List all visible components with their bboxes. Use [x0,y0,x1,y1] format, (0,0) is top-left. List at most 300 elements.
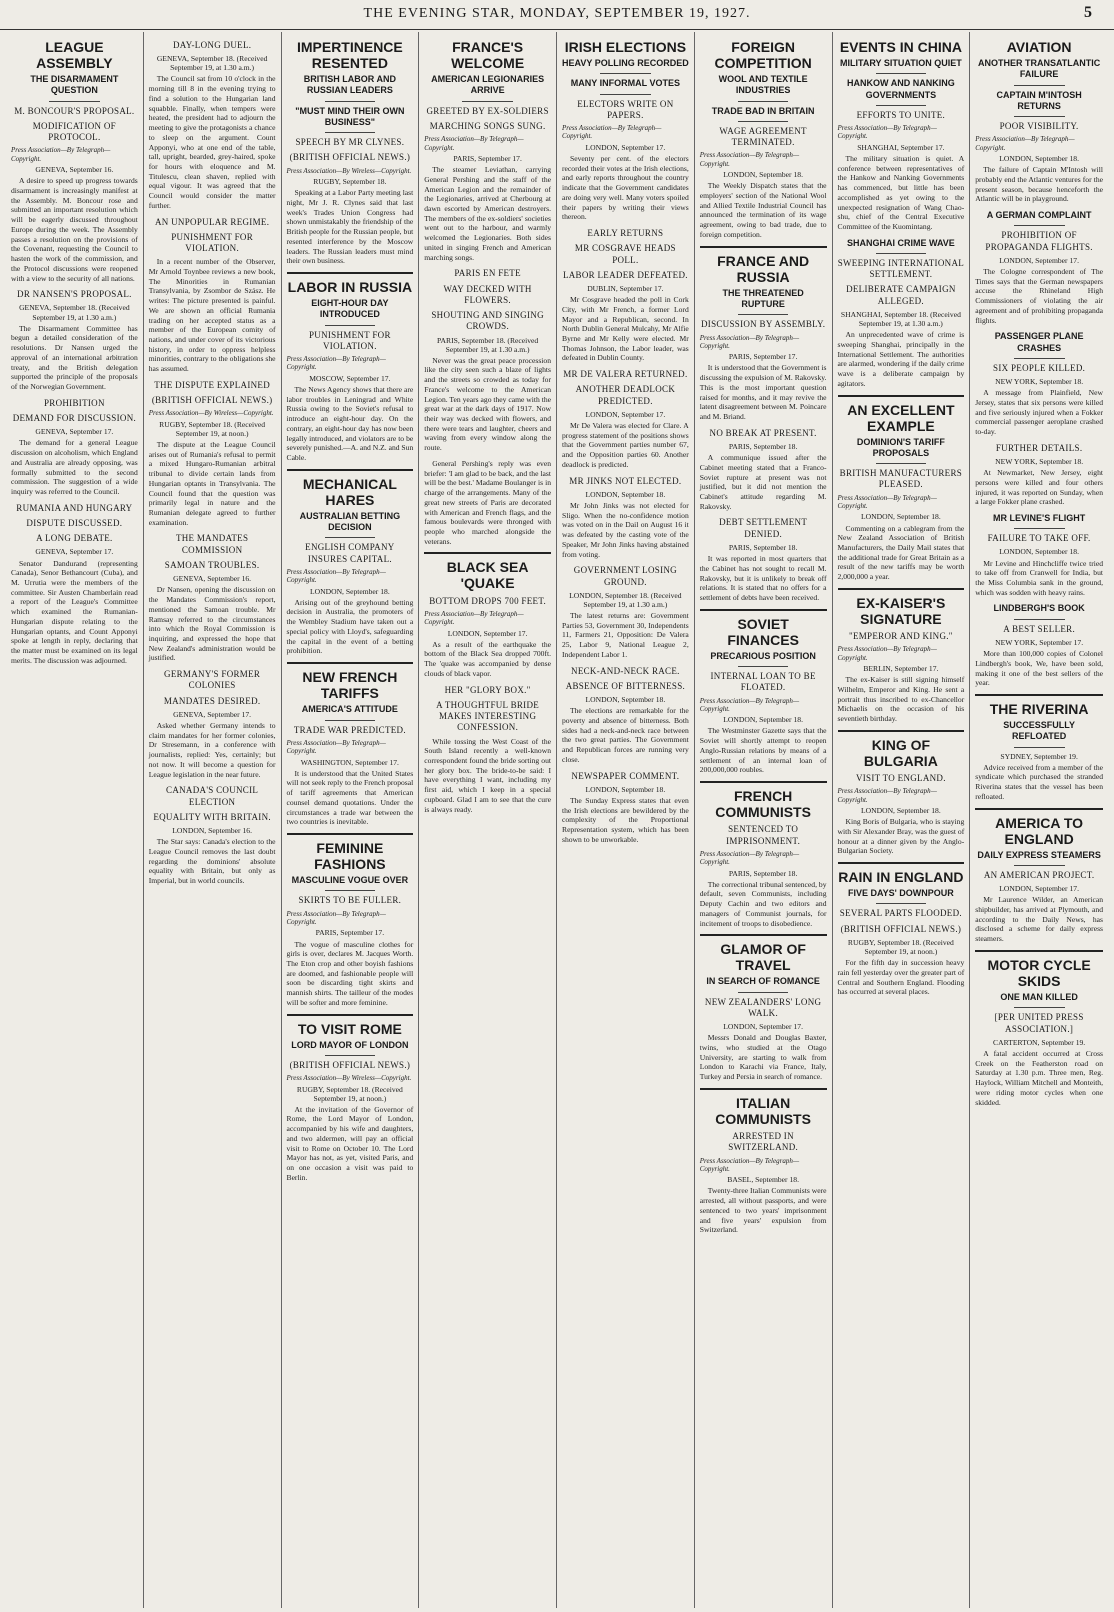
divider [738,992,789,993]
article-kicker: (BRITISH OFFICIAL NEWS.) [289,1059,411,1070]
article [700,1088,827,1235]
divider [876,73,927,74]
divider [876,463,927,464]
article-kicker: NO BREAK AT PRESENT. [709,427,817,438]
dateline: LONDON, September 17. [447,628,528,638]
section-divider [975,808,1103,810]
article-kicker: [PER UNITED PRESS ASSOCIATION.] [994,1012,1084,1034]
divider [325,537,376,538]
article-body: At Newmarket, New Jersey, eight persons were killed and four others injured, it was reported on Sunday, when a large Fokker plane crashed. [975,468,1103,507]
dateline: RUGBY, September 18. [313,177,387,187]
article-kicker: FAILURE TO TAKE OFF. [987,533,1091,544]
article-body: More than 100,000 copies of Colonel Lindbergh's book, We, have been sold, making it one of the best sellers of the year. [975,649,1103,688]
article-body: The Weekly Dispatch states that the employers' section of the National Wool and Allied Textile Industrial Council has announced the termination of its wage agreement, owing to bad trade, due to foreign competition. [699,181,827,239]
dateline: LONDON, September 17. [999,255,1079,265]
article [287,469,414,656]
article-body: A communique issued after the Cabinet meeting stated that a Franco-Soviet rupture at present was not justified, but it did not mention the Cabinet's attitude regarding M. Rakovsky. [699,453,827,511]
dateline: LONDON, September 16. [172,826,252,836]
dateline: SHANGHAI, September 18. (Received September 19, at 1.30 a.m.) [840,309,961,329]
column-2 [144,32,282,1608]
divider [49,101,100,102]
article-body: Arising out of the greyhound betting decision in Australia, the promoters of the Wembley Stadium have taken out a special policy with Lloyd's, safeguarding the capital in the event of a betting prohibition. [286,597,414,656]
divider [738,314,789,315]
article [424,459,551,546]
article [149,380,276,528]
dateline: LONDON, September 18. [723,715,803,725]
article-body: The Sunday Express states that even the Irish elections are bewildered by the complexity of the Proportional Representation system, which has been shown to be unworkable. [562,795,689,844]
dateline: PARIS, September 17. [728,352,798,362]
dateline: PARIS, September 18. (Received September 19, at 1.30 a.m.) [437,335,539,354]
article [838,862,965,997]
divider [1014,85,1065,86]
article-kicker: GOVERNMENT LOSING GROUND. [573,565,677,587]
section-divider [838,588,965,590]
dateline: RUGBY, September 18. (Received September 19, at noon.) [296,1084,403,1103]
article-body: Mr Laurence Wilder, an American shipbuilder, has arrived at Plymouth, and according to the Daily News, has disclosed a scheme for daily express steamers. [975,895,1103,944]
article-subhead: HEAVY POLLING RECORDED [562,58,689,69]
article-subhead: WOOL AND TEXTILE INDUSTRIES [718,74,808,96]
article-subhead: MILITARY SITUATION QUIET [840,58,962,69]
section-divider [287,833,414,835]
press-credit: Press Association—By Telegraph—Copyright. [286,567,386,585]
article [975,513,1103,597]
article-subhead: HANKOW AND NANKING GOVERNMENTS [847,78,955,100]
divider [738,101,789,102]
article-body: The latest returns are: Government Parties 53, Government 30, Independents 11, Farmers 21, Opposition: De Valera 25, Labor 9, National League 2, Independent Labor 1. [562,611,689,659]
dateline: CARTERTON, September 19. [993,1037,1086,1047]
press-credit: Press Association—By Telegraph—Copyright. [837,787,937,804]
article-body: Mr John Jinks was not elected for Sligo. When the no-confidence motion was voted on in the Dail on August 16 it was defeated by the casting vote of the Speaker, Mr John Jinks having abstained from voting. [562,500,689,559]
divider [1014,747,1065,748]
divider [462,101,513,102]
article-kicker: M. BONCOUR'S PROPOSAL. [14,105,135,116]
dateline: NEW YORK, September 18. [995,456,1084,466]
article [287,662,414,827]
divider [325,325,376,326]
article-subhead: LINDBERGH'S BOOK [993,603,1085,614]
article-kicker: "EMPEROR AND KING." [848,631,953,642]
article-body: The elections are remarkable for the poverty and absence of bitterness. Both sides had a neck-and-neck race between the two great parties. The Government and Republican forces are running very close. [562,706,689,764]
article-subhead: IN SEARCH OF ROMANCE [706,976,820,987]
article [975,331,1103,436]
article-body: Twenty-three Italian Communists were arrested, all without passports, and were sentenced to two years' imprisonment and five years' expulsion from Switzerland. [699,1186,827,1235]
article-subhead: AMERICA'S ATTITUDE [301,704,398,715]
article-kicker: RUMANIA AND HUNGARY [16,502,133,513]
article-kicker: INTERNAL LOAN TO BE FLOATED. [710,671,816,693]
article-subhead: A GERMAN COMPLAINT [986,210,1092,221]
article-kicker: SPEECH BY MR CLYNES. [295,137,405,148]
dateline: RUGBY, September 18. (Received September 19, at noon.) [159,419,266,438]
article [424,685,551,815]
article-kicker: HER "GLORY BOX." [444,684,531,695]
section-divider [700,781,827,783]
article-subhead: MANY INFORMAL VOTES [570,78,680,89]
article-subhead: MR LEVINE'S FLIGHT [993,512,1086,523]
dateline: PARIS, September 18. [728,542,798,552]
dateline: LONDON, September 18. [999,547,1079,557]
dateline: GENEVA, September 18. (Received September 19, at 1.30 a.m.) [19,303,130,322]
article-body: It was reported in most quarters that the Cabinet has not sought to recall M. Rakovsky, but it is unlikely to break off relations. It is stated that no offers for a settlement of debts have been received. [699,554,827,602]
divider [1014,116,1065,117]
article-headline: EVENTS IN CHINA [839,39,962,55]
divider [876,253,927,254]
article-kicker: A LONG DEBATE. [36,533,113,544]
article [700,934,827,1082]
press-credit: Press Association—By Wireless—Copyright. [286,166,412,175]
column-8 [970,32,1108,1608]
article-kicker: NEW ZEALANDERS' LONG WALK. [704,996,822,1018]
article-subhead: MASCULINE VOGUE OVER [291,875,409,886]
article [975,210,1103,325]
section-divider [975,950,1103,952]
article-headline: BLACK SEA 'QUAKE [446,559,529,592]
dateline: LONDON, September 18. [310,586,390,596]
article-kicker: CANADA'S COUNCIL ELECTION [166,785,259,807]
column-4 [419,32,557,1608]
article [287,272,414,463]
article-headline: RAIN IN ENGLAND [838,869,964,886]
article-body: It is understood that the Government is discussing the expulsion of M. Rakovsky. This is the most important question raised for months, and it may revive the latent disagreement between M. Poincare and M. Briand. [699,363,827,422]
dateline: RUGBY, September 18. (Received September 19, at noon.) [847,937,954,956]
article [700,517,827,602]
newspaper-columns [6,32,1108,1608]
article-kicker: PUNISHMENT FOR VIOLATION. [171,231,254,254]
article [424,268,551,453]
press-credit: Press Association—By Wireless—Copyright. [286,1074,412,1083]
section-divider [700,1088,827,1090]
dateline: PARIS, September 17. [315,928,385,938]
article [149,40,276,211]
article-kicker: PUNISHMENT FOR VIOLATION. [308,329,391,351]
article-kicker: MARCHING SONGS SUNG. [429,120,546,131]
article-body: Mr De Valera was elected for Clare. A progress statement of the positions shows that the Government parties number 67, and the Opposition parties 60. Another deadlock is predicted. [562,421,689,469]
article [149,533,276,663]
article [149,217,276,374]
article-subhead: DOMINION'S TARIFF PROPOSALS [856,436,945,458]
article [975,808,1103,944]
article-kicker: MANDATES DESIRED. [163,695,261,706]
press-credit: Press Association—By Telegraph—Copyright. [699,151,800,168]
section-divider [287,272,414,274]
divider [325,1055,376,1056]
article [975,443,1103,507]
dateline: LONDON, September 17. [999,884,1079,894]
article [424,552,551,678]
article-kicker: SIX PEOPLE KILLED. [993,362,1086,373]
article-body: General Pershing's reply was even briefer: 'I am glad to be back, and the last will be the best.' Madame Boulanger is in charge of the arrangements. Many of the great new streets of Paris are decorated with American and French flags, and the famous boulevards were thronged with people who marched alongside the veterans. [424,458,551,546]
article-headline: NEW FRENCH TARIFFS [302,669,398,702]
article-kicker: SENTENCED TO IMPRISONMENT. [726,824,801,846]
article-kicker: GREETED BY EX-SOLDIERS [426,105,549,116]
article-body: Messrs Donald and Douglas Baxter, twins, who studied at the Otago University, are starting to walk from London to Karachi via France, Italy, Turkey and Persia in search of romance. [699,1033,827,1082]
article-body: The Council sat from 10 o'clock in the morning till 8 in the evening trying to find a solution to the Hungarian land squabble. Finally, when tempers were heated, the president had to adjourn the meeting to give the protagonists a chance to sleep on the argument. Count Apponyi, who at one end of the table, tall, upright, bearded, grey-haired, spoke for hours with eloquence and M. Titulescu, clean shaven, replied with equal vigour. It was agreed that the Council would consider the matter further. [148,74,276,210]
article-body: The Westminster Gazette says that the Soviet will shortly attempt to reopen Anglo-Russian relations by means of a settlement of an internal loan of 200,000,000 roubles. [699,726,827,775]
dateline: LONDON, September 17. [723,1022,803,1032]
article-body: At the invitation of the Governor of Rome, the Lord Mayor of London, accompanied by his wife and daughters, and two aldermen, will pay an official visit to Rome on October 10. The Lord Mayor has not, as yet, visited Paris, and on one occasion a visit was paid to Berlin. [286,1104,414,1182]
dateline: GENEVA, September 18. (Received September 19, at 1.30 a.m.) [156,54,268,73]
divider [325,890,376,891]
article-kicker: PROHIBITION [43,397,105,408]
article-subhead: PRECARIOUS POSITION [710,650,816,661]
article-body: Advice received from a member of the syndicate which purchased the stranded Riverina states that the vessel has been refloated. [975,762,1103,801]
article [838,39,965,232]
dateline: PARIS, September 18. [728,868,798,878]
article-body: A fatal accident occurred at Cross Creek on the Featherston road on Saturday at 1.30 p.m. Three men, Reg. Haylock, William Mitchell and Monteith, were riding motor cycles when one skidded. [975,1048,1103,1107]
article-kicker: ARRESTED IN SWITZERLAND. [728,1131,799,1153]
section-divider [700,246,827,248]
article [562,666,689,765]
article-kicker: THE DISPUTE EXPLAINED [154,379,271,390]
article-kicker: SHOUTING AND SINGING CROWDS. [431,310,544,332]
press-credit: Press Association—By Telegraph—Copyright. [699,1156,800,1173]
article-subhead: AMERICAN LEGIONARIES ARRIVE [431,74,545,96]
dateline: MOSCOW, September 17. [309,373,391,383]
article-subhead: FIVE DAYS' DOWNPOUR [847,888,954,899]
article-kicker: MR DE VALERA RETURNED. [563,369,688,380]
article [287,1014,414,1183]
dateline: LONDON, September 18. [861,806,941,816]
column-1 [6,32,144,1608]
dateline: LONDON, September 18. [723,170,803,180]
column-7 [833,32,971,1608]
article [700,428,827,512]
article-kicker: DAY-LONG DUEL. [172,40,252,50]
article-kicker: (BRITISH OFFICIAL NEWS.) [289,152,411,163]
section-divider [838,730,965,732]
article-subhead: TRADE BAD IN BRITAIN [711,105,815,116]
article-kicker: DISPUTE DISCUSSED. [26,517,123,528]
article-kicker: MR JINKS NOT ELECTED. [569,475,682,486]
article-body: Dr Nansen, opening the discussion on the Mandates Commission's report, mentioned the Samoan trouble. Mr Ramsay referred to the circumstances into which the Royal Commission is inquiring, and expressed the hope that New Zealand's administration would be justified. [148,585,276,663]
article-kicker: PROHIBITION OF PROPAGANDA FLIGHTS. [985,230,1093,252]
press-credit: Press Association—By Telegraph—Copyright. [699,333,800,350]
article [149,669,276,779]
article-body: While tossing the West Coast of the South Island recently a well-known correspondent found the bride sorting out her glory box. The bride-to-be said: I have everything I want, including my first aid, which I keep in a special cupboard. Glad I am to see that the cure is always ready. [424,736,551,814]
article-body: Senator Dandurand (representing Canada), Senor Bethancourt (Cuba), and M. Urrutia were the members of the committee. Sir Austen Chamberlain read a report of the League's Committee which examined the Rumanian-Hungarian dispute relating to the Hungarian optants, and Count Apponyi spoke at length in reply, declaring that the matter must be examined on its legal merits. The discussion was adjourned. [11,558,138,665]
dateline: LONDON, September 18. [585,695,666,705]
article-kicker: A THOUGHTFUL BRIDE MAKES INTERESTING CONFESSION. [436,699,540,733]
article-body: It is understood that the United States will not seek reply to the French proposal of tariff agreements that American counsel demand quotations. Under the circumstances a trade war between the two countries is inevitable. [286,768,414,827]
masthead-title: THE EVENING STAR, MONDAY, SEPTEMBER 19, 1927. [363,6,751,21]
article [287,833,414,1008]
article-body: Asked whether Germany intends to claim mandates for her former colonies, Dr Stresemann, in a conference with journalists, replied: Yes, certainly; but not now. It will become a question for League legislation in the near future. [148,720,276,779]
press-credit: Press Association—By Telegraph—Copyright. [11,146,111,163]
article-headline: GLAMOR OF TRAVEL [720,941,806,974]
divider [1014,225,1065,226]
press-credit: Press Association—By Telegraph—Copyright. [286,355,386,372]
article [975,39,1103,204]
article-body: Mr Levine and Hinchcliffe twice tried to take off from Cranwell for India, but the Miss Columbia sank in the ground, which was sodden with heavy rains. [975,558,1103,597]
dateline: PARIS, September 17. [453,153,522,163]
article-body: For the fifth day in succession heavy rain fell yesterday over the greater part of Central and Southern England. Flooding has occurred at several places. [837,958,965,997]
dateline: LONDON, September 18. (Received September 19, at 1.30 a.m.) [569,590,682,609]
divider [600,73,651,74]
article [838,395,965,582]
article-kicker: SEVERAL PARTS FLOODED. [839,908,962,919]
article-subhead: AUSTRALIAN BETTING DECISION [299,510,401,533]
section-divider [287,1014,414,1016]
press-credit: Press Association—By Telegraph—Copyright. [424,609,524,627]
article-kicker: BOTTOM DROPS 700 FEET. [429,595,547,606]
divider [876,105,927,106]
article [562,771,689,845]
article-headline: TO VISIT ROME [297,1020,402,1037]
article-subhead: SUCCESSFULLY REFLOATED [1003,720,1075,742]
article-headline: LEAGUE ASSEMBLY [36,39,113,72]
article-headline: EX-KAISER'S SIGNATURE [856,594,946,627]
divider [1014,358,1065,359]
article-subhead: PASSENGER PLANE CRASHES [994,331,1084,353]
article-kicker: NEWSPAPER COMMENT. [571,770,680,781]
article-headline: FRENCH COMMUNISTS [715,788,811,821]
article [975,694,1103,802]
divider [738,121,789,122]
article-kicker: AN UNPOPULAR REGIME. [154,216,270,227]
article-kicker: FURTHER DETAILS. [995,442,1083,453]
article-headline: KING OF BULGARIA [863,736,938,769]
dateline: GENEVA, September 16. [35,165,114,175]
article-headline: FOREIGN COMPETITION [714,39,812,72]
article-kicker: MODIFICATION OF PROTOCOL. [32,120,116,143]
article-body: As a result of the earthquake the bottom of the Black Sea dropped 700ft. The 'quake was accompanied by dense clouds of black vapor. [424,639,551,678]
article-kicker: WAY DECKED WITH FLOWERS. [443,283,532,305]
article [838,730,965,856]
article-subhead: THE DISARMAMENT QUESTION [30,74,119,96]
article-headline: FEMININE FASHIONS [314,839,386,873]
article-kicker: AN AMERICAN PROJECT. [983,869,1095,880]
divider [876,903,927,904]
article-subhead: CAPTAIN M'INTOSH RETURNS [996,89,1082,111]
divider [600,94,651,95]
article [975,950,1103,1107]
article-kicker: SKIRTS TO BE FULLER. [298,895,402,906]
section-divider [975,694,1103,696]
article-subhead: "MUST MIND THEIR OWN BUSINESS" [295,105,405,127]
article [838,588,965,724]
press-credit: Press Association—By Telegraph—Copyright. [286,738,386,756]
article-body: The Cologne correspondent of The Times says that the German newspapers accuse the Rhineland High Commissioners of violating the air agreement and of prohibiting propaganda flights. [975,266,1103,325]
dateline: GENEVA, September 17. [173,709,252,719]
article-body: An unprecedented wave of crime is sweeping Shanghai, principally in the International Settlement. The authorities are alarmed, wondering if the daily crime wave is a deliberate campaign by agitators. [837,330,965,388]
article-body: The ex-Kaiser is still signing himself Wilhelm, Emperor and King. He sent a portrait thus inscribed to ex-Chancellor Michaelis on the occasion of his seventieth birthday. [837,675,965,724]
article [700,39,827,240]
dateline: DUBLIN, September 17. [587,284,664,294]
article-headline: MECHANICAL HARES [302,475,397,508]
article-body: In a recent number of the Observer, Mr Arnold Toynbee reviews a new book, The Minorities in Rumanian Transylvania, by Zsombor de Szász. He writes: The picture presented is painful. We are shown an official Rumania trading on her accepted status as a member of the European comity of nations, and under cover of its victorious history, in order to oppress helpless minorities, contrary to the obligations she has assumed. [148,257,276,374]
article-kicker: ABSENCE OF BITTERNESS. [565,680,686,691]
section-divider [838,862,965,864]
article [11,39,138,283]
article-kicker: (BRITISH OFFICIAL NEWS.) [151,395,273,406]
article-kicker: DELIBERATE CAMPAIGN ALLEGED. [846,284,956,306]
dateline: NEW YORK, September 17. [995,637,1084,647]
article [562,39,689,222]
article-body: The News Agency shows that there are labor troubles in Leningrad and White Russia owing to the Soviet's refusal to introduce an eight-hour day. On the contrary, an eight-hour day has now been legally introduced, and violators are to be severely punished.—A. and N.Z. and Sun Cable. [286,384,414,462]
article-subhead: LORD MAYOR OF LONDON [291,1039,409,1050]
article-body: The steamer Leviathan, carrying General Pershing and the staff of the American Legion and the remainder of the Legionaries, arrived at Cherbourg at dawn escorted by American destroyers. The members of the ex-soldiers' societies went out to the harbour, and warmly welcomed the Legionaries. Both sides united in singing French and American marching songs. [424,165,551,262]
divider [1014,619,1065,620]
article-body: The vogue of masculine clothes for girls is over, declares M. Jacques Worth. The Eton crop and other boyish fashions are doomed, and fashionable people will soon be discarding tight skirts and mannish shirts. The tailleur of the modes will be softer and more feminine. [286,939,414,1007]
article-body: The correctional tribunal sentenced, by default, seven Communists, including Deputy Cachin and two editors and managers of Communist journals, for incitement of troops to disobedience. [699,879,827,928]
press-credit: Press Association—By Telegraph—Copyright. [699,849,800,867]
article-body: The military situation is quiet. A conference between representatives of the Hankow and Nanking Governments has commenced, but little has been accomplished as yet owing to the unexpected resignation of Wang Chao-shu, chief of the Central Executive Committee of the Kuomintang. [837,153,965,232]
article [562,228,689,363]
article-kicker: SWEEPING INTERNATIONAL SETTLEMENT. [837,257,965,280]
article-kicker: ELECTORS WRITE ON PAPERS. [577,98,674,120]
column-6 [695,32,833,1608]
press-credit: Press Association—By Wireless—Copyright. [148,409,274,418]
dateline: SYDNEY, September 19. [1000,751,1078,761]
article-kicker: DR NANSEN'S PROPOSAL. [17,289,132,300]
dateline: BASEL, September 18. [727,1175,799,1185]
press-credit: Press Association—By Telegraph—Copyright. [699,696,800,713]
section-divider [424,552,551,554]
section-divider [287,662,414,664]
article [11,398,138,497]
press-credit: Press Association—By Telegraph—Copyright. [837,645,937,662]
article-kicker: EFFORTS TO UNITE. [856,109,946,120]
dateline: LONDON, September 17. [585,409,666,419]
article [424,39,551,262]
article-body: Never was the great peace procession like the city seen such a blaze of lights and the streets so crowded as today for France's welcome to the American Legion. Ten years ago they came with the great war at the dark days of 1917. Now their way was decked with flowers, and there were tears and laughter, cheers and waving from every window along the route. [424,355,551,453]
article-kicker: NECK-AND-NECK RACE. [571,665,680,676]
dateline: LONDON, September 18. [585,784,666,794]
article-body: A message from Plainfield, New Jersey, states that six persons were killed and five seriously injured when a Fokker commercial passenger aeroplane crashed to-day. [975,388,1103,437]
dateline: SHANGHAI, September 17. [857,142,945,152]
divider [738,666,789,667]
article [562,565,689,659]
article-kicker: POOR VISIBILITY. [999,121,1079,132]
article-subhead: DAILY EXPRESS STEAMERS [977,849,1101,860]
dateline: PARIS, September 18. [728,442,798,452]
article-kicker: DEMAND FOR DISCUSSION. [12,412,137,423]
article-kicker: PARIS EN FETE [454,268,521,279]
article [287,39,414,266]
article-headline: FRANCE AND RUSSIA [717,252,810,285]
dateline: BERLIN, September 17. [863,664,939,674]
article-headline: IMPERTINENCE RESENTED [296,39,403,72]
dateline: WASHINGTON, September 17. [300,757,399,767]
article-kicker: DEBT SETTLEMENT DENIED. [719,517,808,539]
article [975,603,1103,687]
article [562,369,689,469]
article [700,609,827,775]
article [562,476,689,560]
article-body: A desire to speed up progress towards disarmament is increasingly manifest at the Assembly. M. Boncour rose and submitted an important resolution which will be eagerly discussed throughout Europe during the week. The Assembly passes a resolution on the provisions of the Covenant, requesting the Council to hasten the work of the commission, and the Protocol discussions were reopened with a view to the security of all nations. [11,176,138,283]
divider [1014,1007,1065,1008]
dateline: GENEVA, September 17. [35,427,114,437]
masthead [0,0,1114,30]
article-kicker: SAMOAN TROUBLES. [164,559,260,570]
article-headline: IRISH ELECTIONS [564,39,687,55]
dateline: GENEVA, September 17. [35,547,114,557]
section-divider [287,469,414,471]
press-credit: Press Association—By Telegraph—Copyright. [562,124,662,141]
divider [1014,865,1065,866]
article-subhead: ONE MAN KILLED [1000,992,1078,1003]
article-headline: FRANCE'S WELCOME [451,39,525,72]
article-headline: AMERICA TO ENGLAND [995,814,1084,847]
article-body: King Boris of Bulgaria, who is staying with Sir Alexander Bray, was the guest of honour at a dinner given by the Anglo-Bulgarian Society. [837,817,965,856]
article-body: The Disarmament Committee has begun a detailed consideration of the resolutions. Dr Nansen urged the approval of an international arbitration treaty, and the British delegation supported the principle of the proposals of the Norwegian Government. [11,323,138,392]
dateline: GENEVA, September 16. [173,574,252,584]
article [149,785,276,885]
article-kicker: A BEST SELLER. [1003,623,1076,634]
article-kicker: EQUALITY WITH BRITAIN. [153,811,271,822]
divider [325,101,376,102]
press-credit: Press Association—By Telegraph—Copyright. [286,909,386,927]
article-headline: ITALIAN COMMUNISTS [715,1094,811,1127]
